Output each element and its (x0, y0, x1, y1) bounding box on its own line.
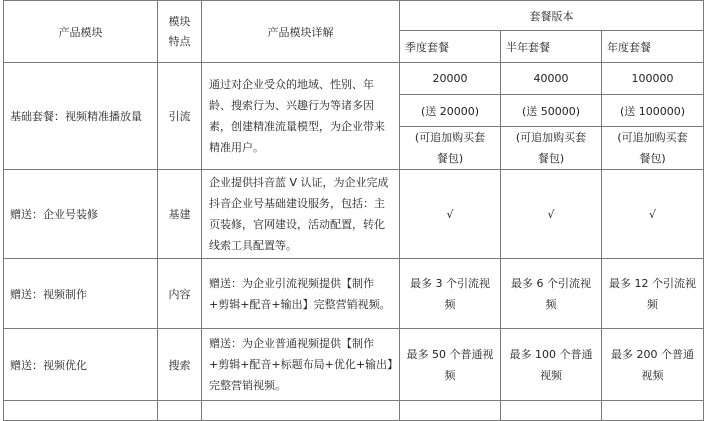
header-feature: 模块特点 (158, 1, 202, 63)
videos-quarterly: 最多 3 个引流视频 (400, 259, 501, 329)
note-half-year: (可追加购买套餐包) (501, 127, 602, 170)
header-detail: 产品模块详解 (202, 1, 400, 63)
check-quarterly: √ (400, 170, 501, 259)
detail-cell: 企业提供抖音蓝 V 认证，为企业完成抖音企业号基础建设服务，包括：主页装修，官网建设，活动配置，转化线索工具配置等。 (202, 170, 400, 259)
check-yearly: √ (602, 170, 704, 259)
feature-cell: 基建 (158, 170, 202, 259)
optimize-quarterly: 最多 50 个普通视频 (400, 329, 501, 401)
module-cell: 赠送：企业号装修 (4, 170, 158, 259)
table-row (4, 259, 704, 329)
header-half-year: 半年套餐 (501, 31, 602, 63)
table-row (4, 329, 704, 401)
feature-cell: 内容 (158, 259, 202, 329)
table-row (4, 63, 704, 95)
detail-cell: 赠送：为企业普通视频提供【制作+剪辑+配音+标题布局+优化+输出】完整营销视频。 (202, 329, 400, 401)
header-quarterly: 季度套餐 (400, 31, 501, 63)
table-row-cut (4, 401, 704, 421)
check-half-year: √ (501, 170, 602, 259)
module-cell: 基础套餐：视频精准播放量 (4, 63, 158, 170)
table-row (4, 170, 704, 259)
detail-cell: 赠送：为企业引流视频提供【制作+剪辑+配音+输出】完整营销视频。 (202, 259, 400, 329)
detail-cell: 通过对企业受众的地域、性别、年龄、搜索行为、兴趣行为等诸多因素，创建精准流量模型，为企业带来精准用户。 (202, 63, 400, 170)
header-row-top (4, 1, 704, 31)
header-module: 产品模块 (4, 1, 158, 63)
feature-cell: 引流 (158, 63, 202, 170)
header-version: 套餐版本 (400, 1, 704, 31)
gift-half-year: (送 50000) (501, 95, 602, 127)
module-cell: 赠送：视频制作 (4, 259, 158, 329)
package-table (3, 0, 704, 421)
gift-yearly: (送 100000) (602, 95, 704, 127)
feature-cell: 搜索 (158, 329, 202, 401)
module-cell: 赠送：视频优化 (4, 329, 158, 401)
gift-quarterly: (送 20000) (400, 95, 501, 127)
header-yearly: 年度套餐 (602, 31, 704, 63)
optimize-yearly: 最多 200 个普通视频 (602, 329, 704, 401)
note-yearly: (可追加购买套餐包) (602, 127, 704, 170)
price-half-year: 40000 (501, 63, 602, 95)
videos-half-year: 最多 6 个引流视频 (501, 259, 602, 329)
optimize-half-year: 最多 100 个普通视频 (501, 329, 602, 401)
videos-yearly: 最多 12 个引流视频 (602, 259, 704, 329)
price-yearly: 100000 (602, 63, 704, 95)
price-quarterly: 20000 (400, 63, 501, 95)
note-quarterly: (可追加购买套餐包) (400, 127, 501, 170)
